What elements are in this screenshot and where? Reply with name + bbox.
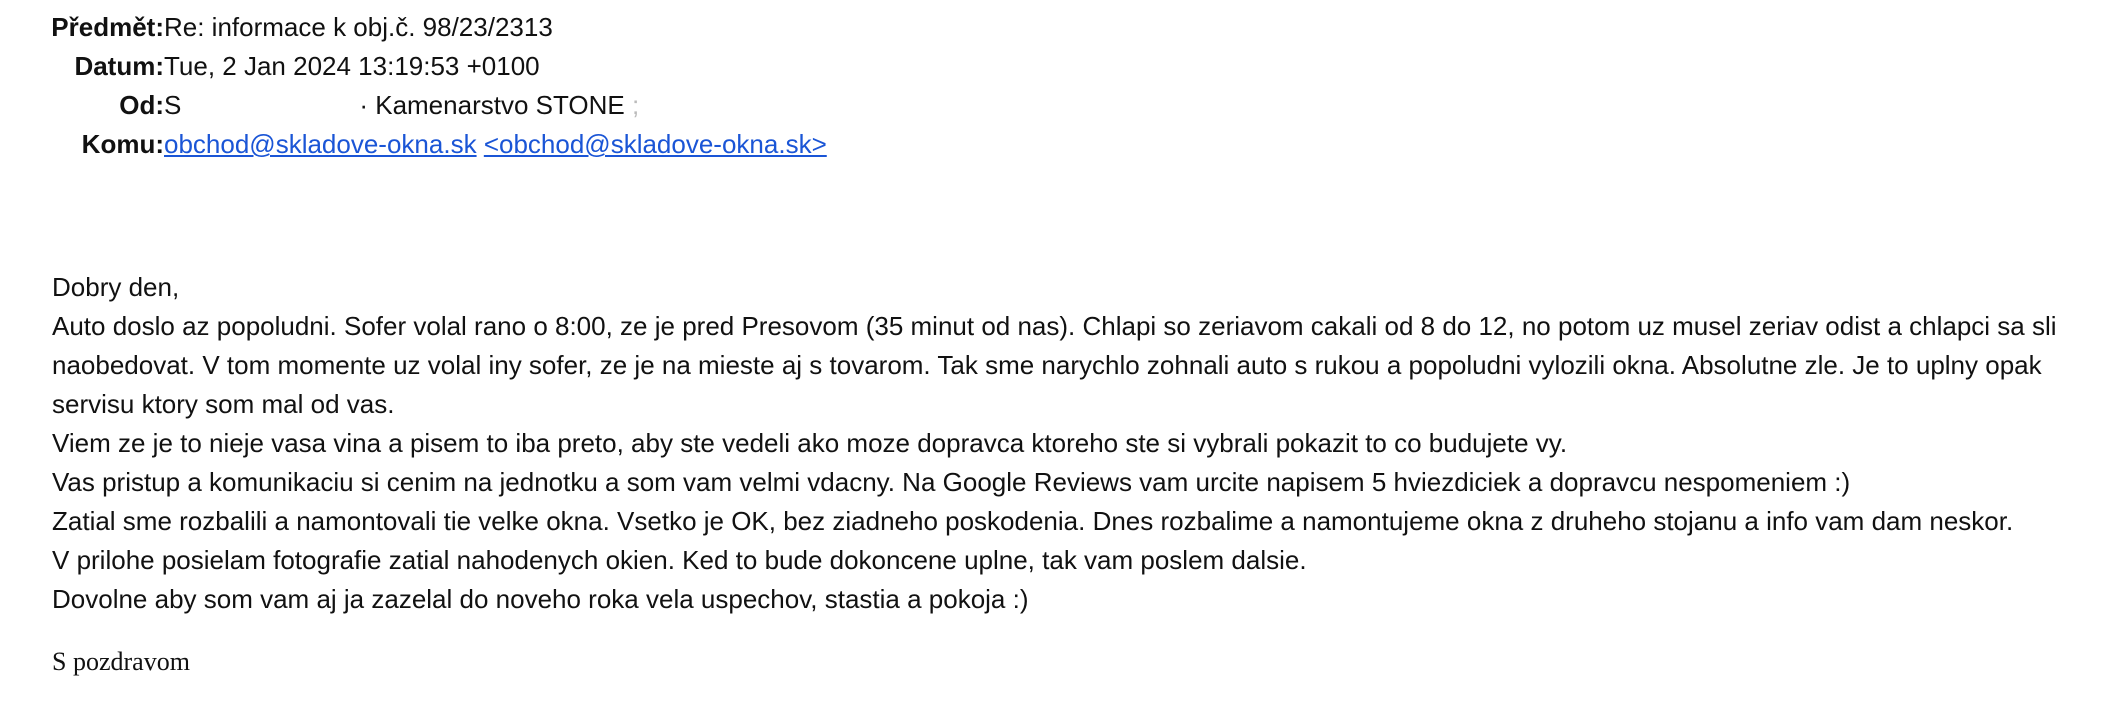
body-paragraph: Viem ze je to nieje vasa vina a pisem to iba preto, aby ste vedeli ako moze dopravca ktoreho ste si vybrali pokazit to co budujete vy. — [52, 428, 1568, 458]
to-value — [164, 125, 827, 164]
from-value-end: ; — [631, 90, 640, 120]
email-headers — [0, 8, 1100, 164]
body-paragraph: Dovolne aby som vam aj ja zazelal do noveho roka vela uspechov, stastia a pokoja :) — [52, 584, 1029, 614]
subject-value: Re: informace k obj.č. 98/23/2313 — [164, 12, 553, 42]
body-paragraph: Zatial sme rozbalili a namontovali tie velke okna. Vsetko je OK, bez ziadneho poskodenia. Dnes rozbalime a namontujeme okna z druheho stojanu a info vam dam neskor. — [52, 506, 2014, 536]
from-value-suffix: · Kamenarstvo STONE — [359, 90, 625, 120]
body-paragraph: V prilohe posielam fotografie zatial nahodenych okien. Ked to bude dokoncene uplne, tak vam poslem dalsie. — [52, 545, 1307, 575]
to-row — [0, 125, 1100, 164]
subject-label: Předmět: — [51, 12, 164, 42]
to-email-link[interactable]: obchod@skladove-okna.sk — [164, 129, 477, 159]
date-row — [0, 47, 1100, 86]
from-label: Od: — [119, 90, 164, 120]
from-row — [0, 86, 1100, 125]
body-paragraph: Auto doslo az popoludni. Sofer volal rano o 8:00, ze je pred Presovom (35 minut od nas). Chlapi so zeriavom cakali od 8 do 12, no potom uz musel zeriav odist a chlapci sa sli naobedovat. V tom momente uz volal iny sofer, ze je na mieste aj s tovarom. Tak sme narychlo zohnali auto s rukou a popoludni vylozili okna. Absolutne zle. Je to uplny opak servisu ktory som mal od vas. — [52, 311, 2057, 419]
date-value: Tue, 2 Jan 2024 13:19:53 +0100 — [164, 51, 540, 81]
date-label: Datum: — [74, 51, 164, 81]
body-paragraph: Vas pristup a komunikaciu si cenim na jednotku a som vam velmi vdacny. Na Google Reviews vam urcite napisem 5 hviezdiciek a dopravcu nespomeniem :) — [52, 467, 1851, 497]
email-body — [52, 268, 2097, 619]
subject-row — [0, 8, 1100, 47]
greeting: Dobry den, — [52, 272, 180, 302]
from-value-prefix: S — [164, 90, 182, 120]
to-label: Komu: — [81, 129, 164, 159]
to-email-link-bracketed[interactable]: <obchod@skladove-okna.sk> — [483, 129, 827, 159]
from-value — [164, 86, 639, 125]
signature: S pozdravom — [52, 647, 190, 676]
redacted-area — [181, 92, 359, 122]
